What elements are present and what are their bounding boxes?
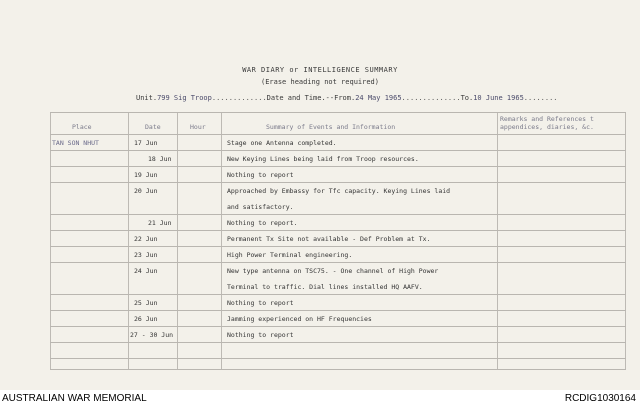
row-summary: Permanent Tx Site not available - Def Problem at Tx. bbox=[227, 235, 431, 243]
date-time-label: Date and Time.--From. bbox=[266, 94, 356, 102]
header-remarks-line2: appendices, diaries, &c. bbox=[500, 123, 594, 131]
unit-value: 799 Sig Troop bbox=[157, 94, 212, 102]
row-line bbox=[50, 262, 626, 263]
row-summary: Nothing to report. bbox=[227, 219, 298, 227]
row-summary: Stage one Antenna completed. bbox=[227, 139, 337, 147]
row-date: 23 Jun bbox=[134, 251, 158, 259]
row-summary: Nothing to report bbox=[227, 171, 294, 179]
row-line bbox=[50, 166, 626, 167]
row-summary: New type antenna on TSC75. - One channel of High Power bbox=[227, 267, 439, 275]
row-date: 27 - 30 Jun bbox=[130, 331, 174, 339]
row-summary: High Power Terminal engineering. bbox=[227, 251, 353, 259]
row-line bbox=[50, 326, 626, 327]
row-date: 22 Jun bbox=[134, 235, 158, 243]
row-date: 24 Jun bbox=[134, 267, 158, 275]
row-date: 26 Jun bbox=[134, 315, 158, 323]
header-divider bbox=[50, 134, 626, 135]
row-date: 21 Jun bbox=[148, 219, 172, 227]
diary-table bbox=[50, 112, 626, 370]
row-line bbox=[50, 246, 626, 247]
to-value: 10 June 1965 bbox=[473, 94, 524, 102]
row-line bbox=[50, 342, 626, 343]
header-summary: Summary of Events and Information bbox=[266, 123, 396, 131]
unit-label: Unit. bbox=[136, 94, 158, 102]
to-label: To. bbox=[460, 94, 474, 102]
row-summary: Nothing to report bbox=[227, 299, 294, 307]
from-value: 24 May 1965 bbox=[355, 94, 402, 102]
table-border-bottom bbox=[50, 369, 626, 370]
footer-record-id: RCDIG1030164 bbox=[564, 393, 636, 404]
row-line bbox=[50, 182, 626, 183]
row-summary: Nothing to report bbox=[227, 331, 294, 339]
row-date: 20 Jun bbox=[134, 187, 158, 195]
row-summary: Approached by Embassy for Tfc capacity. Keying Lines laid bbox=[227, 187, 451, 195]
row-summary: Terminal to traffic. Dial lines installed HQ AAFV. bbox=[227, 283, 423, 291]
row-summary: New Keying Lines being laid from Troop resources. bbox=[227, 155, 419, 163]
header-place: Place bbox=[72, 123, 92, 131]
document-title: WAR DIARY or INTELLIGENCE SUMMARY bbox=[242, 66, 398, 74]
row-line bbox=[50, 230, 626, 231]
row-summary: Jamming experienced on HF Frequencies bbox=[227, 315, 372, 323]
row-date: 17 Jun bbox=[134, 139, 158, 147]
header-date: Date bbox=[145, 123, 161, 131]
row-summary: and satisfactory. bbox=[227, 203, 294, 211]
header-remarks-line1: Remarks and References t bbox=[500, 115, 594, 123]
row-date: 18 Jun bbox=[148, 155, 172, 163]
archive-footer bbox=[0, 390, 640, 408]
document-subtitle: (Erase heading not required) bbox=[260, 78, 379, 86]
row-date: 19 Jun bbox=[134, 171, 158, 179]
place-value: TAN SON NHUT bbox=[52, 139, 99, 147]
row-date: 25 Jun bbox=[134, 299, 158, 307]
footer-institution: AUSTRALIAN WAR MEMORIAL bbox=[2, 393, 147, 404]
row-line bbox=[50, 294, 626, 295]
row-line bbox=[50, 150, 626, 151]
row-line bbox=[50, 214, 626, 215]
unit-date-line: Unit.799 Sig Troop.............Date and Time.--From.24 May 1965..............To.10 June 1965........ bbox=[136, 94, 558, 102]
row-line bbox=[50, 358, 626, 359]
header-hour: Hour bbox=[190, 123, 206, 131]
row-line bbox=[50, 310, 626, 311]
table-border-top bbox=[50, 112, 626, 113]
